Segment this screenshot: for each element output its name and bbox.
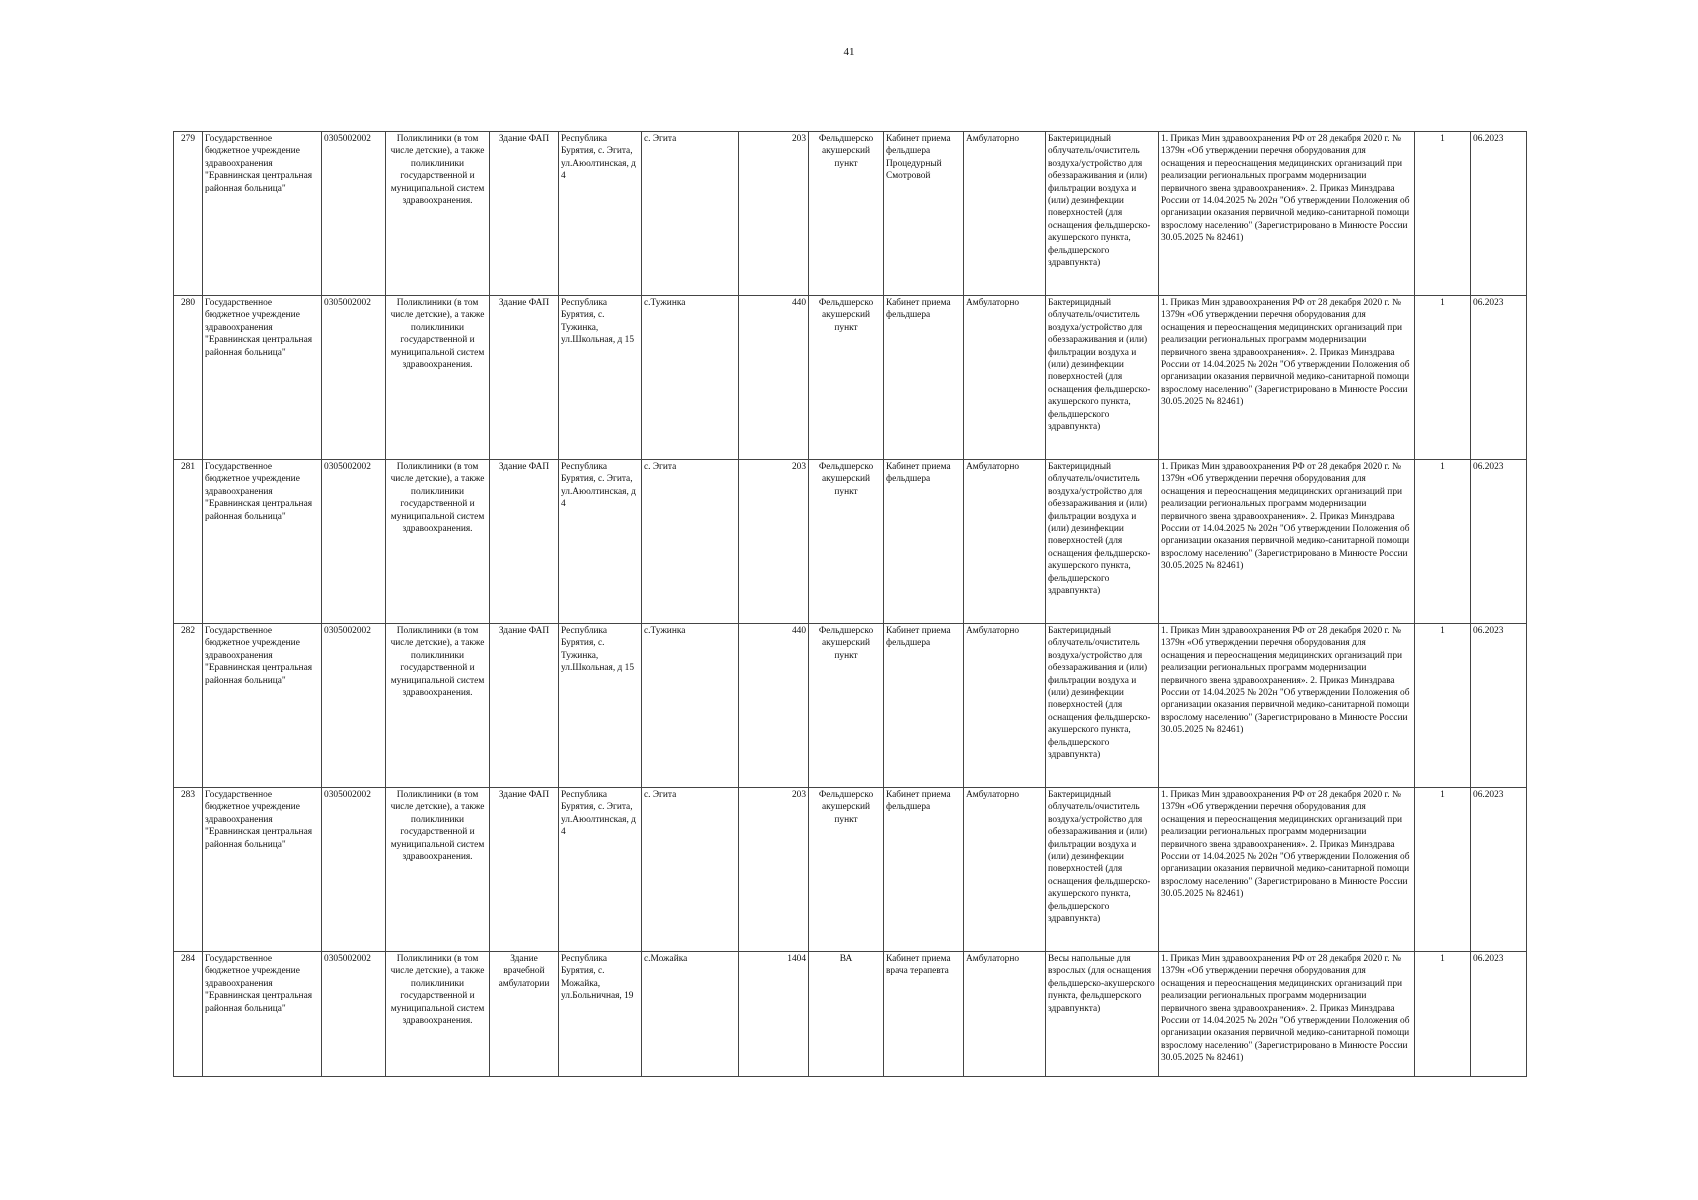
cell-quantity: 1: [1415, 788, 1471, 952]
cell-facility-type: Фельдшерско акушерский пункт: [809, 624, 884, 788]
cell-row-number: 279: [174, 132, 203, 296]
cell-quantity: 1: [1415, 624, 1471, 788]
cell-organization-name: Государственное бюджетное учреждение здравоохранения "Еравнинская центральная районная больница": [203, 132, 322, 296]
table-row: [174, 624, 1527, 788]
cell-quantity: 1: [1415, 460, 1471, 624]
cell-address: Республика Бурятия, с. Эгита, ул.Аюолтинская, д 4: [559, 132, 642, 296]
cell-equipment-name: Весы напольные для взрослых (для оснащения фельдшерско-акушерского пункта, фельдшерского здравпункта): [1046, 952, 1159, 1077]
cell-facility-type: Фельдшерско акушерский пункт: [809, 788, 884, 952]
cell-population: 440: [739, 296, 809, 460]
cell-organization-code: 0305002002: [322, 296, 386, 460]
cell-legal-basis: 1. Приказ Мин здравоохранения РФ от 28 декабря 2020 г. № 1379н «Об утверждении перечня оборудования для оснащения и переоснащения медицинских организаций при реализации региональных программ модернизации первичного звена здравоохранения». 2. Приказ Минздрава России от 14.04.2025 № 202н "Об утверждении Положения об организации оказания первичной медико-санитарной помощи взрослому населению" (Зарегистрировано в Минюсте России 30.05.2025 № 82461): [1159, 788, 1415, 952]
cell-settlement: с. Эгита: [642, 132, 739, 296]
cell-settlement: с.Можайка: [642, 952, 739, 1077]
cell-date: 06.2023: [1471, 952, 1527, 1077]
cell-row-number: 282: [174, 624, 203, 788]
cell-building: Здание врачебной амбулатории: [490, 952, 559, 1077]
cell-legal-basis: 1. Приказ Мин здравоохранения РФ от 28 декабря 2020 г. № 1379н «Об утверждении перечня оборудования для оснащения и переоснащения медицинских организаций при реализации региональных программ модернизации первичного звена здравоохранения». 2. Приказ Минздрава России от 14.04.2025 № 202н "Об утверждении Положения об организации оказания первичной медико-санитарной помощи взрослому населению" (Зарегистрировано в Минюсте России 30.05.2025 № 82461): [1159, 952, 1415, 1077]
cell-organization-name: Государственное бюджетное учреждение здравоохранения "Еравнинская центральная районная больница": [203, 788, 322, 952]
cell-organization-type: Поликлиники (в том числе детские), а также поликлиники государственной и муниципальной систем здравоохранения.: [386, 624, 490, 788]
cell-care-mode: Амбулаторно: [964, 296, 1046, 460]
cell-care-mode: Амбулаторно: [964, 624, 1046, 788]
cell-organization-name: Государственное бюджетное учреждение здравоохранения "Еравнинская центральная районная больница": [203, 952, 322, 1077]
page-number: 41: [843, 46, 855, 58]
cell-equipment-name: Бактерицидный облучатель/очиститель воздуха/устройство для обеззараживания и (или) фильтрации воздуха и (или) дезинфекции поверхностей (для оснащения фельдшерско-акушерского пункта, фельдшерского здравпункта): [1046, 788, 1159, 952]
table-row: [174, 132, 1527, 296]
cell-legal-basis: 1. Приказ Мин здравоохранения РФ от 28 декабря 2020 г. № 1379н «Об утверждении перечня оборудования для оснащения и переоснащения медицинских организаций при реализации региональных программ модернизации первичного звена здравоохранения». 2. Приказ Минздрава России от 14.04.2025 № 202н "Об утверждении Положения об организации оказания первичной медико-санитарной помощи взрослому населению" (Зарегистрировано в Минюсте России 30.05.2025 № 82461): [1159, 296, 1415, 460]
cell-organization-code: 0305002002: [322, 952, 386, 1077]
cell-address: Республика Бурятия, с. Можайка, ул.Больничная, 19: [559, 952, 642, 1077]
cell-date: 06.2023: [1471, 296, 1527, 460]
cell-quantity: 1: [1415, 296, 1471, 460]
cell-address: Республика Бурятия, с. Тужинка, ул.Школьная, д 15: [559, 624, 642, 788]
cell-equipment-name: Бактерицидный облучатель/очиститель воздуха/устройство для обеззараживания и (или) фильтрации воздуха и (или) дезинфекции поверхностей (для оснащения фельдшерско-акушерского пункта, фельдшерского здравпункта): [1046, 296, 1159, 460]
cell-row-number: 283: [174, 788, 203, 952]
cell-settlement: с.Тужинка: [642, 296, 739, 460]
cell-date: 06.2023: [1471, 460, 1527, 624]
table-row: [174, 952, 1527, 1077]
cell-organization-code: 0305002002: [322, 460, 386, 624]
cell-cabinet: Кабинет приема фельдшера: [884, 624, 964, 788]
cell-equipment-name: Бактерицидный облучатель/очиститель воздуха/устройство для обеззараживания и (или) фильтрации воздуха и (или) дезинфекции поверхностей (для оснащения фельдшерско-акушерского пункта, фельдшерского здравпункта): [1046, 132, 1159, 296]
cell-row-number: 284: [174, 952, 203, 1077]
cell-address: Республика Бурятия, с. Эгита, ул.Аюолтинская, д 4: [559, 460, 642, 624]
cell-address: Республика Бурятия, с. Эгита, ул.Аюолтинская, д 4: [559, 788, 642, 952]
cell-organization-code: 0305002002: [322, 132, 386, 296]
cell-equipment-name: Бактерицидный облучатель/очиститель воздуха/устройство для обеззараживания и (или) фильтрации воздуха и (или) дезинфекции поверхностей (для оснащения фельдшерско-акушерского пункта, фельдшерского здравпункта): [1046, 624, 1159, 788]
cell-facility-type: Фельдшерско акушерский пункт: [809, 296, 884, 460]
cell-organization-code: 0305002002: [322, 624, 386, 788]
cell-legal-basis: 1. Приказ Мин здравоохранения РФ от 28 декабря 2020 г. № 1379н «Об утверждении перечня оборудования для оснащения и переоснащения медицинских организаций при реализации региональных программ модернизации первичного звена здравоохранения». 2. Приказ Минздрава России от 14.04.2025 № 202н "Об утверждении Положения об организации оказания первичной медико-санитарной помощи взрослому населению" (Зарегистрировано в Минюсте России 30.05.2025 № 82461): [1159, 132, 1415, 296]
cell-cabinet: Кабинет приема фельдшера Процедурный Смотровой: [884, 132, 964, 296]
cell-organization-type: Поликлиники (в том числе детские), а также поликлиники государственной и муниципальной систем здравоохранения.: [386, 460, 490, 624]
cell-organization-name: Государственное бюджетное учреждение здравоохранения "Еравнинская центральная районная больница": [203, 296, 322, 460]
table-row: [174, 460, 1527, 624]
cell-quantity: 1: [1415, 132, 1471, 296]
cell-date: 06.2023: [1471, 788, 1527, 952]
cell-care-mode: Амбулаторно: [964, 952, 1046, 1077]
cell-legal-basis: 1. Приказ Мин здравоохранения РФ от 28 декабря 2020 г. № 1379н «Об утверждении перечня оборудования для оснащения и переоснащения медицинских организаций при реализации региональных программ модернизации первичного звена здравоохранения». 2. Приказ Минздрава России от 14.04.2025 № 202н "Об утверждении Положения об организации оказания первичной медико-санитарной помощи взрослому населению" (Зарегистрировано в Минюсте России 30.05.2025 № 82461): [1159, 460, 1415, 624]
cell-organization-type: Поликлиники (в том числе детские), а также поликлиники государственной и муниципальной систем здравоохранения.: [386, 132, 490, 296]
cell-legal-basis: 1. Приказ Мин здравоохранения РФ от 28 декабря 2020 г. № 1379н «Об утверждении перечня оборудования для оснащения и переоснащения медицинских организаций при реализации региональных программ модернизации первичного звена здравоохранения». 2. Приказ Минздрава России от 14.04.2025 № 202н "Об утверждении Положения об организации оказания первичной медико-санитарной помощи взрослому населению" (Зарегистрировано в Минюсте России 30.05.2025 № 82461): [1159, 624, 1415, 788]
cell-cabinet: Кабинет приема фельдшера: [884, 296, 964, 460]
table-row: [174, 788, 1527, 952]
cell-cabinet: Кабинет приема фельдшера: [884, 788, 964, 952]
cell-organization-type: Поликлиники (в том числе детские), а также поликлиники государственной и муниципальной систем здравоохранения.: [386, 296, 490, 460]
cell-date: 06.2023: [1471, 132, 1527, 296]
cell-organization-code: 0305002002: [322, 788, 386, 952]
cell-population: 440: [739, 624, 809, 788]
cell-settlement: с. Эгита: [642, 460, 739, 624]
cell-building: Здание ФАП: [490, 296, 559, 460]
cell-organization-type: Поликлиники (в том числе детские), а также поликлиники государственной и муниципальной систем здравоохранения.: [386, 952, 490, 1077]
cell-row-number: 280: [174, 296, 203, 460]
cell-facility-type: Фельдшерско акушерский пункт: [809, 132, 884, 296]
cell-settlement: с. Эгита: [642, 788, 739, 952]
cell-population: 203: [739, 460, 809, 624]
cell-care-mode: Амбулаторно: [964, 460, 1046, 624]
cell-population: 1404: [739, 952, 809, 1077]
cell-settlement: с.Тужинка: [642, 624, 739, 788]
cell-population: 203: [739, 788, 809, 952]
cell-cabinet: Кабинет приема врача терапевта: [884, 952, 964, 1077]
cell-facility-type: ВА: [809, 952, 884, 1077]
cell-row-number: 281: [174, 460, 203, 624]
cell-care-mode: Амбулаторно: [964, 788, 1046, 952]
cell-building: Здание ФАП: [490, 624, 559, 788]
cell-organization-name: Государственное бюджетное учреждение здравоохранения "Еравнинская центральная районная больница": [203, 624, 322, 788]
cell-organization-name: Государственное бюджетное учреждение здравоохранения "Еравнинская центральная районная больница": [203, 460, 322, 624]
cell-equipment-name: Бактерицидный облучатель/очиститель воздуха/устройство для обеззараживания и (или) фильтрации воздуха и (или) дезинфекции поверхностей (для оснащения фельдшерско-акушерского пункта, фельдшерского здравпункта): [1046, 460, 1159, 624]
cell-address: Республика Бурятия, с. Тужинка, ул.Школьная, д 15: [559, 296, 642, 460]
cell-quantity: 1: [1415, 952, 1471, 1077]
cell-date: 06.2023: [1471, 624, 1527, 788]
cell-building: Здание ФАП: [490, 132, 559, 296]
cell-cabinet: Кабинет приема фельдшера: [884, 460, 964, 624]
equipment-registry-table: [173, 131, 1527, 1077]
table-row: [174, 296, 1527, 460]
cell-care-mode: Амбулаторно: [964, 132, 1046, 296]
cell-population: 203: [739, 132, 809, 296]
cell-facility-type: Фельдшерско акушерский пункт: [809, 460, 884, 624]
cell-building: Здание ФАП: [490, 460, 559, 624]
cell-building: Здание ФАП: [490, 788, 559, 952]
cell-organization-type: Поликлиники (в том числе детские), а также поликлиники государственной и муниципальной систем здравоохранения.: [386, 788, 490, 952]
table-body: [174, 132, 1527, 1077]
